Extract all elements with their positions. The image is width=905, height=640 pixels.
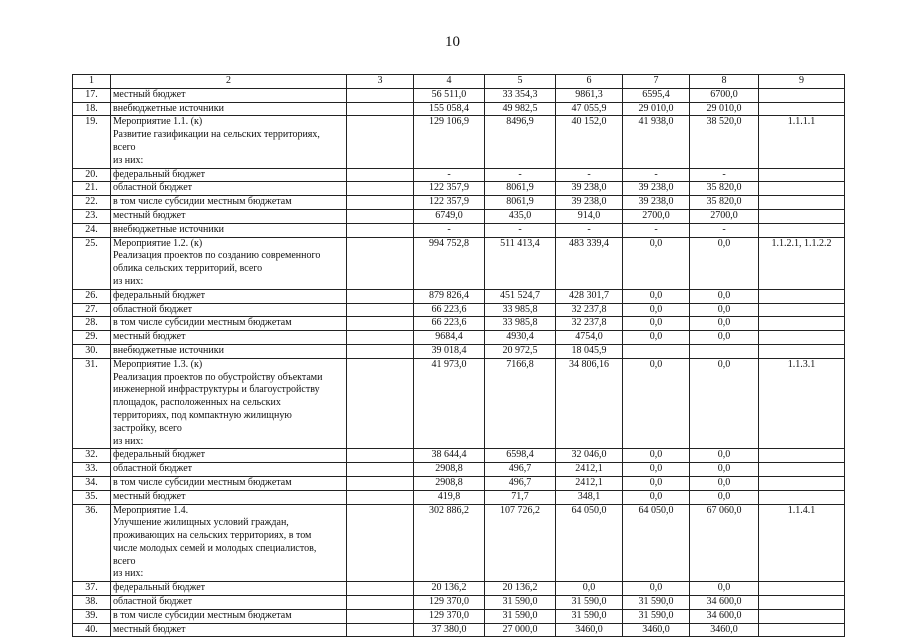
row-description xyxy=(111,582,347,596)
description-line: федеральный бюджет xyxy=(113,168,206,180)
table-row xyxy=(73,102,845,116)
empty-cell xyxy=(347,196,414,210)
indicator-code: 1.1.1.1 xyxy=(759,116,845,168)
description-line: областной бюджет xyxy=(113,596,193,608)
value-cell: 39 238,0 xyxy=(556,196,623,210)
value-cell: 419,8 xyxy=(414,490,485,504)
table-row xyxy=(73,116,845,168)
row-description xyxy=(111,596,347,610)
description-line: площадок, расположенных на сельских xyxy=(113,397,281,409)
indicator-code xyxy=(759,449,845,463)
description-line: Реализация проектов по созданию современного xyxy=(113,250,321,262)
description-line: из них: xyxy=(113,275,144,287)
value-cell: 3460,0 xyxy=(623,623,690,637)
indicator-code xyxy=(759,196,845,210)
value-cell: 41 938,0 xyxy=(623,116,690,168)
value-cell: 2908,8 xyxy=(414,476,485,490)
value-cell: 4754,0 xyxy=(556,331,623,345)
value-cell: 41 973,0 xyxy=(414,358,485,449)
description-line: из них: xyxy=(113,154,144,166)
empty-cell xyxy=(347,168,414,182)
description-line: территориях, под компактную жилищную xyxy=(113,409,292,421)
value-cell: 31 590,0 xyxy=(556,609,623,623)
row-number: 40. xyxy=(73,623,111,637)
column-header: 4 xyxy=(414,75,485,89)
description-line: из них: xyxy=(113,568,144,580)
value-cell: 8061,9 xyxy=(485,182,556,196)
value-cell: - xyxy=(556,223,623,237)
value-cell: 3460,0 xyxy=(556,623,623,637)
row-description xyxy=(111,490,347,504)
description-line: федеральный бюджет xyxy=(113,582,206,594)
indicator-code xyxy=(759,609,845,623)
indicator-code xyxy=(759,490,845,504)
indicator-code xyxy=(759,623,845,637)
row-description xyxy=(111,609,347,623)
value-cell: 0,0 xyxy=(690,237,759,289)
empty-cell xyxy=(347,582,414,596)
empty-cell xyxy=(347,182,414,196)
empty-cell xyxy=(347,223,414,237)
table-row xyxy=(73,596,845,610)
value-cell: 8496,9 xyxy=(485,116,556,168)
value-cell: 39 018,4 xyxy=(414,344,485,358)
value-cell: 129 370,0 xyxy=(414,596,485,610)
value-cell: 56 511,0 xyxy=(414,88,485,102)
value-cell: 49 982,5 xyxy=(485,102,556,116)
row-description xyxy=(111,317,347,331)
column-header: 7 xyxy=(623,75,690,89)
indicator-code xyxy=(759,463,845,477)
value-cell: 0,0 xyxy=(556,582,623,596)
row-number: 34. xyxy=(73,476,111,490)
value-cell: 0,0 xyxy=(690,331,759,345)
value-cell: 32 237,8 xyxy=(556,317,623,331)
empty-cell xyxy=(347,596,414,610)
value-cell: 2412,1 xyxy=(556,476,623,490)
indicator-code xyxy=(759,102,845,116)
table-row xyxy=(73,582,845,596)
value-cell: 0,0 xyxy=(623,476,690,490)
row-description xyxy=(111,463,347,477)
value-cell: 71,7 xyxy=(485,490,556,504)
value-cell: - xyxy=(623,168,690,182)
table-row xyxy=(73,88,845,102)
indicator-code xyxy=(759,88,845,102)
value-cell: 0,0 xyxy=(690,358,759,449)
value-cell: 35 820,0 xyxy=(690,196,759,210)
value-cell: 0,0 xyxy=(623,289,690,303)
row-number: 23. xyxy=(73,209,111,223)
row-description xyxy=(111,88,347,102)
value-cell: 0,0 xyxy=(690,476,759,490)
empty-cell xyxy=(347,490,414,504)
row-number: 20. xyxy=(73,168,111,182)
row-description xyxy=(111,289,347,303)
table-row xyxy=(73,209,845,223)
value-cell: 66 223,6 xyxy=(414,317,485,331)
table-row xyxy=(73,182,845,196)
row-number: 39. xyxy=(73,609,111,623)
value-cell: 496,7 xyxy=(485,463,556,477)
indicator-code xyxy=(759,209,845,223)
empty-cell xyxy=(347,331,414,345)
table-row xyxy=(73,196,845,210)
row-number: 17. xyxy=(73,88,111,102)
description-line: местный бюджет xyxy=(113,490,186,502)
description-line: Мероприятие 1.3. (к) xyxy=(113,358,203,370)
row-number: 24. xyxy=(73,223,111,237)
empty-cell xyxy=(347,344,414,358)
value-cell: 33 985,8 xyxy=(485,317,556,331)
empty-cell xyxy=(347,303,414,317)
value-cell: 6595,4 xyxy=(623,88,690,102)
indicator-code xyxy=(759,182,845,196)
value-cell: - xyxy=(556,168,623,182)
row-description xyxy=(111,182,347,196)
description-line: всего xyxy=(113,141,136,153)
value-cell: 428 301,7 xyxy=(556,289,623,303)
row-description xyxy=(111,623,347,637)
row-number: 31. xyxy=(73,358,111,449)
value-cell: 4930,4 xyxy=(485,331,556,345)
description-line: застройку, всего xyxy=(113,422,182,434)
table-row xyxy=(73,237,845,289)
value-cell: 0,0 xyxy=(690,449,759,463)
row-description xyxy=(111,358,347,449)
value-cell: - xyxy=(414,168,485,182)
row-description xyxy=(111,116,347,168)
value-cell: 40 152,0 xyxy=(556,116,623,168)
description-line: инженерной инфраструктуры и благоустройству xyxy=(113,384,320,396)
value-cell: 0,0 xyxy=(623,331,690,345)
table-row xyxy=(73,476,845,490)
row-number: 33. xyxy=(73,463,111,477)
row-description xyxy=(111,209,347,223)
value-cell: 914,0 xyxy=(556,209,623,223)
table-row xyxy=(73,609,845,623)
empty-cell xyxy=(347,623,414,637)
value-cell: 451 524,7 xyxy=(485,289,556,303)
value-cell: 9684,4 xyxy=(414,331,485,345)
table-row xyxy=(73,303,845,317)
empty-cell xyxy=(347,116,414,168)
description-line: федеральный бюджет xyxy=(113,449,206,461)
row-description xyxy=(111,449,347,463)
value-cell: 0,0 xyxy=(690,317,759,331)
value-cell: 39 238,0 xyxy=(623,182,690,196)
value-cell: 47 055,9 xyxy=(556,102,623,116)
indicator-code xyxy=(759,289,845,303)
value-cell: - xyxy=(414,223,485,237)
column-header: 3 xyxy=(347,75,414,89)
column-header: 8 xyxy=(690,75,759,89)
row-number: 38. xyxy=(73,596,111,610)
row-number: 35. xyxy=(73,490,111,504)
value-cell: 32 237,8 xyxy=(556,303,623,317)
value-cell: 64 050,0 xyxy=(556,504,623,582)
table-row xyxy=(73,317,845,331)
value-cell: 879 826,4 xyxy=(414,289,485,303)
value-cell: 38 644,4 xyxy=(414,449,485,463)
row-description xyxy=(111,223,347,237)
indicator-code xyxy=(759,223,845,237)
empty-cell xyxy=(347,609,414,623)
row-number: 25. xyxy=(73,237,111,289)
row-description xyxy=(111,331,347,345)
empty-cell xyxy=(347,358,414,449)
indicator-code xyxy=(759,168,845,182)
value-cell: 2908,8 xyxy=(414,463,485,477)
value-cell: 31 590,0 xyxy=(485,609,556,623)
value-cell: 3460,0 xyxy=(690,623,759,637)
value-cell: 107 726,2 xyxy=(485,504,556,582)
table-row xyxy=(73,449,845,463)
description-line: местный бюджет xyxy=(113,209,186,221)
empty-cell xyxy=(347,102,414,116)
value-cell: 64 050,0 xyxy=(623,504,690,582)
description-line: внебюджетные источники xyxy=(113,223,224,235)
value-cell: 155 058,4 xyxy=(414,102,485,116)
row-number: 26. xyxy=(73,289,111,303)
value-cell: 29 010,0 xyxy=(690,102,759,116)
table-row xyxy=(73,463,845,477)
value-cell: 37 380,0 xyxy=(414,623,485,637)
value-cell: 39 238,0 xyxy=(556,182,623,196)
value-cell: 435,0 xyxy=(485,209,556,223)
row-description xyxy=(111,504,347,582)
row-number: 36. xyxy=(73,504,111,582)
table-row xyxy=(73,168,845,182)
description-line: проживающих на сельских территориях, в том xyxy=(113,530,312,542)
empty-cell xyxy=(347,317,414,331)
table-row xyxy=(73,623,845,637)
value-cell: - xyxy=(485,223,556,237)
value-cell: 29 010,0 xyxy=(623,102,690,116)
description-line: всего xyxy=(113,555,136,567)
indicator-code xyxy=(759,317,845,331)
value-cell: 8061,9 xyxy=(485,196,556,210)
value-cell: 7166,8 xyxy=(485,358,556,449)
row-number: 22. xyxy=(73,196,111,210)
indicator-code xyxy=(759,303,845,317)
table-row xyxy=(73,490,845,504)
table-row xyxy=(73,344,845,358)
empty-cell xyxy=(347,237,414,289)
value-cell: 496,7 xyxy=(485,476,556,490)
row-description xyxy=(111,196,347,210)
table-row xyxy=(73,331,845,345)
description-line: областной бюджет xyxy=(113,303,193,315)
description-line: в том числе субсидии местным бюджетам xyxy=(113,196,292,208)
value-cell: 0,0 xyxy=(623,490,690,504)
value-cell: 511 413,4 xyxy=(485,237,556,289)
column-header: 2 xyxy=(111,75,347,89)
value-cell: 0,0 xyxy=(690,303,759,317)
description-line: внебюджетные источники xyxy=(113,102,224,114)
budget-table xyxy=(72,74,845,637)
indicator-code xyxy=(759,344,845,358)
value-cell: 33 354,3 xyxy=(485,88,556,102)
value-cell: 39 238,0 xyxy=(623,196,690,210)
value-cell: 32 046,0 xyxy=(556,449,623,463)
table-row xyxy=(73,504,845,582)
value-cell: 38 520,0 xyxy=(690,116,759,168)
value-cell: - xyxy=(690,223,759,237)
empty-cell xyxy=(347,504,414,582)
value-cell: 31 590,0 xyxy=(485,596,556,610)
row-description xyxy=(111,168,347,182)
empty-cell xyxy=(347,88,414,102)
row-number: 30. xyxy=(73,344,111,358)
description-line: в том числе субсидии местным бюджетам xyxy=(113,317,292,329)
value-cell: 0,0 xyxy=(623,237,690,289)
description-line: Улучшение жилищных условий граждан, xyxy=(113,517,289,529)
value-cell: 0,0 xyxy=(623,463,690,477)
value-cell: 6700,0 xyxy=(690,88,759,102)
column-header: 5 xyxy=(485,75,556,89)
value-cell: 20 972,5 xyxy=(485,344,556,358)
indicator-code: 1.1.3.1 xyxy=(759,358,845,449)
indicator-code: 1.1.4.1 xyxy=(759,504,845,582)
value-cell: 66 223,6 xyxy=(414,303,485,317)
row-number: 29. xyxy=(73,331,111,345)
description-line: Мероприятие 1.4. xyxy=(113,504,189,516)
value-cell: 20 136,2 xyxy=(414,582,485,596)
page-number: 10 xyxy=(445,34,460,50)
description-line: в том числе субсидии местным бюджетам xyxy=(113,609,292,621)
value-cell: 18 045,9 xyxy=(556,344,623,358)
value-cell: 2700,0 xyxy=(623,209,690,223)
value-cell: - xyxy=(485,168,556,182)
value-cell: 0,0 xyxy=(690,289,759,303)
row-number: 18. xyxy=(73,102,111,116)
indicator-code xyxy=(759,331,845,345)
row-description xyxy=(111,237,347,289)
value-cell: 0,0 xyxy=(623,358,690,449)
value-cell: 348,1 xyxy=(556,490,623,504)
value-cell: 2412,1 xyxy=(556,463,623,477)
value-cell: 6598,4 xyxy=(485,449,556,463)
row-description xyxy=(111,102,347,116)
value-cell: 34 600,0 xyxy=(690,609,759,623)
table-row xyxy=(73,223,845,237)
value-cell: 0,0 xyxy=(623,449,690,463)
description-line: местный бюджет xyxy=(113,88,186,100)
description-line: в том числе субсидии местным бюджетам xyxy=(113,476,292,488)
column-header: 6 xyxy=(556,75,623,89)
value-cell: 122 357,9 xyxy=(414,182,485,196)
description-line: облика сельских территорий, всего xyxy=(113,263,263,275)
indicator-code xyxy=(759,476,845,490)
value-cell: 6749,0 xyxy=(414,209,485,223)
row-number: 19. xyxy=(73,116,111,168)
description-line: местный бюджет xyxy=(113,331,186,343)
value-cell: 483 339,4 xyxy=(556,237,623,289)
description-line: Реализация проектов по обустройству объектами xyxy=(113,371,323,383)
value-cell: 20 136,2 xyxy=(485,582,556,596)
value-cell: 33 985,8 xyxy=(485,303,556,317)
row-number: 28. xyxy=(73,317,111,331)
value-cell: 34 600,0 xyxy=(690,596,759,610)
description-line: областной бюджет xyxy=(113,182,193,194)
value-cell: 34 806,16 xyxy=(556,358,623,449)
value-cell: - xyxy=(690,168,759,182)
description-line: федеральный бюджет xyxy=(113,289,206,301)
description-line: Мероприятие 1.2. (к) xyxy=(113,237,203,249)
value-cell: 27 000,0 xyxy=(485,623,556,637)
table-body xyxy=(73,75,845,637)
description-line: областной бюджет xyxy=(113,463,193,475)
row-description xyxy=(111,344,347,358)
value-cell: 994 752,8 xyxy=(414,237,485,289)
value-cell xyxy=(690,344,759,358)
description-line: внебюджетные источники xyxy=(113,344,224,356)
value-cell: 129 370,0 xyxy=(414,609,485,623)
value-cell: 0,0 xyxy=(623,582,690,596)
value-cell: 0,0 xyxy=(690,582,759,596)
value-cell: 129 106,9 xyxy=(414,116,485,168)
value-cell: 0,0 xyxy=(690,490,759,504)
empty-cell xyxy=(347,449,414,463)
value-cell: 35 820,0 xyxy=(690,182,759,196)
value-cell: 302 886,2 xyxy=(414,504,485,582)
value-cell: 122 357,9 xyxy=(414,196,485,210)
table-header-row xyxy=(73,75,845,89)
description-line: Мероприятие 1.1. (к) xyxy=(113,116,203,128)
indicator-code xyxy=(759,582,845,596)
empty-cell xyxy=(347,209,414,223)
description-line: числе молодых семей и молодых специалистов, xyxy=(113,542,317,554)
value-cell: 67 060,0 xyxy=(690,504,759,582)
value-cell: 2700,0 xyxy=(690,209,759,223)
description-line: местный бюджет xyxy=(113,623,186,635)
table-row xyxy=(73,289,845,303)
description-line: Развитие газификации на сельских территориях, xyxy=(113,129,320,141)
value-cell: 0,0 xyxy=(690,463,759,477)
row-description xyxy=(111,476,347,490)
row-number: 37. xyxy=(73,582,111,596)
column-header: 9 xyxy=(759,75,845,89)
indicator-code: 1.1.2.1, 1.1.2.2 xyxy=(759,237,845,289)
empty-cell xyxy=(347,476,414,490)
value-cell: 31 590,0 xyxy=(623,596,690,610)
value-cell xyxy=(623,344,690,358)
empty-cell xyxy=(347,289,414,303)
column-header: 1 xyxy=(73,75,111,89)
empty-cell xyxy=(347,463,414,477)
row-number: 21. xyxy=(73,182,111,196)
value-cell: - xyxy=(623,223,690,237)
description-line: из них: xyxy=(113,435,144,447)
row-number: 27. xyxy=(73,303,111,317)
indicator-code xyxy=(759,596,845,610)
row-number: 32. xyxy=(73,449,111,463)
value-cell: 31 590,0 xyxy=(556,596,623,610)
value-cell: 0,0 xyxy=(623,317,690,331)
row-description xyxy=(111,303,347,317)
value-cell: 9861,3 xyxy=(556,88,623,102)
table-row xyxy=(73,358,845,449)
value-cell: 31 590,0 xyxy=(623,609,690,623)
value-cell: 0,0 xyxy=(623,303,690,317)
